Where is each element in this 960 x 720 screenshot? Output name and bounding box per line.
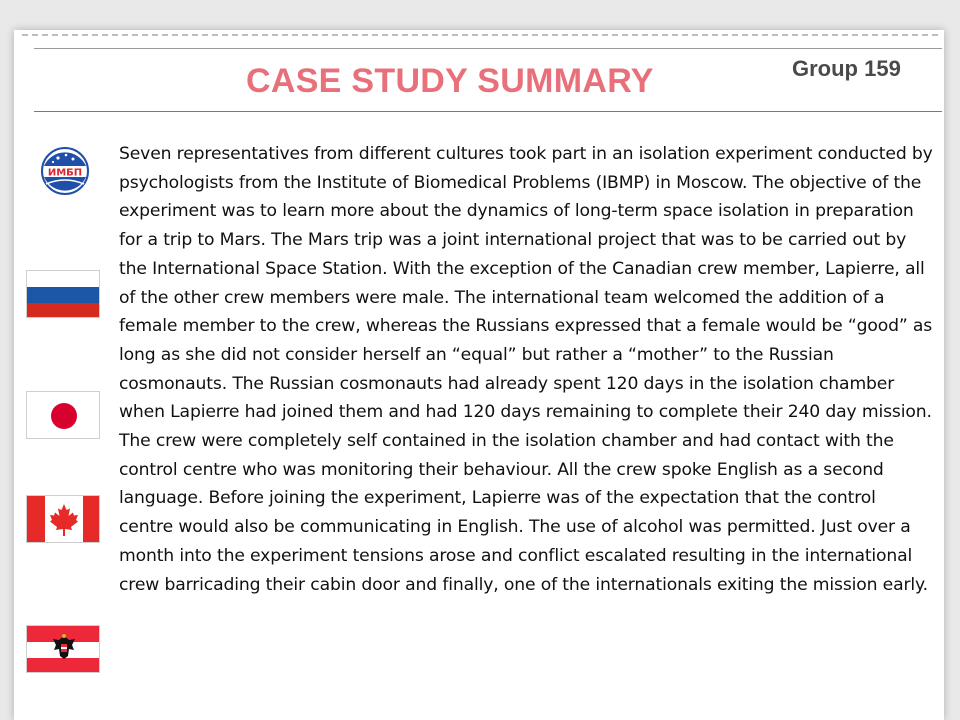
top-dashed-border bbox=[22, 34, 938, 36]
japan-flag-icon bbox=[26, 391, 100, 439]
header-divider bbox=[34, 111, 942, 112]
logo-text: ИМБП bbox=[47, 167, 83, 179]
imbp-logo bbox=[40, 146, 90, 196]
case-summary-text: Seven representatives from different cultures took part in an isolation experiment conducted by psychologists from the Institute of Biomedical Problems (IBMP) in Moscow. The objective of the experiment was to learn more about the dynamics of long-term space isolation in preparation for a trip to Mars. The Mars trip was a joint international project that was to be carried out by the International Space Station. With the exception of the Canadian crew member, Lapierre, all of the other crew members were male. The international team welcomed the addition of a female member to the crew, whereas the Russians expressed that a female would be “good” as long as she did not consider herself an “equal” but rather a “mother” to the Russian cosmonauts. The Russian cosmonauts had already spent 120 days in the isolation chamber when Lapierre had joined them and had 120 days remaining to complete their 240 day mission. The crew were completely self contained in the isolation chamber and had contact with the control centre who was monitoring their behaviour. All the crew spoke English as a second language. Before joining the experiment, Lapierre was of the expectation that the control centre would also be communicating in English. The use of alcohol was permitted. Just over a month into the experiment tensions arose and conflict escalated resulting in the international crew barricading their cabin door and finally, one of the internationals exiting the mission early. bbox=[119, 144, 933, 595]
russia-flag-icon bbox=[26, 270, 100, 318]
header-top-rule bbox=[34, 48, 942, 49]
canada-flag-icon bbox=[26, 495, 100, 543]
austria-flag-icon bbox=[26, 625, 100, 673]
group-label: Group 159 bbox=[792, 56, 901, 81]
page-title: CASE STUDY SUMMARY bbox=[246, 62, 654, 100]
